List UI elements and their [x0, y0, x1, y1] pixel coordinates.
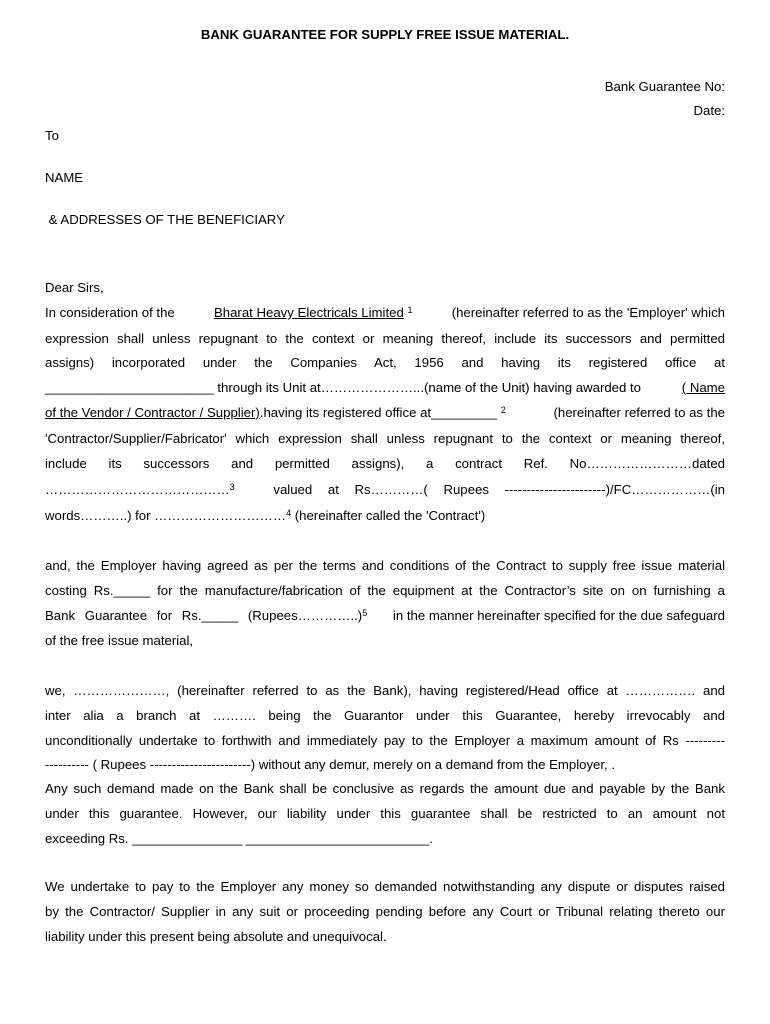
footnote-4: 4: [286, 508, 292, 518]
para1-line4: [45, 380, 725, 395]
para1-line9-words: words………..) for …………………………: [45, 508, 287, 523]
para3-line4: ---------- ( Rupees -----------------------) without any demur, merely on a demand from the Employer, .: [45, 757, 616, 772]
footnote-1: 1: [407, 305, 413, 315]
para3-line2: inter alia a branch at ………. being the Guarantor under this Guarantee, hereby irrevocably and: [45, 708, 725, 723]
para3-line3: unconditionally undertake to forthwith and immediately pay to the Employer a maximum amount of Rs ---------: [45, 733, 725, 748]
para1-line8: [45, 482, 725, 497]
document-title: BANK GUARANTEE FOR SUPPLY FREE ISSUE MATERIAL.: [200, 27, 570, 42]
para1-line7: include its successors and permitted assigns), a contract Ref. No……………………dated: [45, 456, 725, 471]
para2-line2: costing Rs._____ for the manufacture/fabrication of the equipment at the Contractor’s site on on furnishing a: [45, 583, 725, 598]
para3-line6: under this guarantee. However, our liability under this guarantee shall be restricted to an amount not: [45, 806, 725, 821]
para1-line1-suffix: (hereinafter referred to as the 'Employer' which: [451, 305, 725, 320]
addresses-label: & ADDRESSES OF THE BENEFICIARY: [45, 212, 285, 227]
para1-line5: [45, 405, 725, 420]
to-label: To: [45, 128, 59, 143]
para4-line3: liability under this present being absolute and unequivocal.: [45, 929, 387, 944]
para1-line1-prefix: In consideration of the: [45, 305, 175, 320]
para1-line9: [45, 508, 725, 523]
vendor-contractor-supplier: of the Vendor / Contractor / Supplier): [45, 405, 260, 420]
para1-line5-office: .having its registered office at_________: [259, 405, 501, 420]
name-label: NAME: [45, 170, 84, 185]
footnote-5: 5: [362, 608, 368, 618]
para1-line8-value: valued at Rs…………( Rupees -----------------------)/FC………………(in: [273, 482, 725, 497]
para2-line1: and, the Employer having agreed as per the terms and conditions of the Contract to supply free issue material: [45, 558, 725, 573]
para1-line1: [45, 305, 725, 320]
para3-line5: Any such demand made on the Bank shall be conclusive as regards the amount due and payable by the Bank: [45, 781, 725, 796]
bank-guarantee-no-label: Bank Guarantee No:: [604, 79, 725, 94]
para2-line4: of the free issue material,: [45, 633, 194, 648]
vendor-name-placeholder: ( Name: [681, 380, 725, 395]
footnote-2: 2: [500, 405, 506, 415]
para3-line7: exceeding Rs. _______________ _________________________.: [45, 831, 433, 846]
para4-line2: by the Contractor/ Supplier in any suit or proceeding pending before any Court or Tribunal relating thereto our: [45, 904, 725, 919]
para2-line3-bank: Bank Guarantee for Rs._____ (Rupees…………..): [45, 608, 363, 623]
para1-line9-contract: (hereinafter called the 'Contract'): [291, 508, 486, 523]
para4-line1: We undertake to pay to the Employer any money so demanded notwithstanding any dispute or disputes raised: [45, 879, 725, 894]
para1-line8-dots: ……………………………………: [45, 482, 230, 497]
para1-line3: assigns) incorporated under the Companies Act, 1956 and having its registered office at: [45, 355, 725, 370]
para1-line2: expression shall unless repugnant to the context or meaning thereof, include its successors and permitted: [45, 331, 725, 346]
date-label: Date:: [693, 103, 725, 118]
para1-line4-text: _______________________ through its Unit at…………………...(name of the Unit) having awarded to: [45, 380, 641, 395]
para2-line3: [45, 608, 725, 623]
salutation: Dear Sirs,: [45, 280, 104, 295]
para2-line3-manner: in the manner hereinafter specified for the due safeguard: [392, 608, 725, 623]
employer-name: Bharat Heavy Electricals Limited: [213, 305, 404, 320]
para3-line1: we, …………………, (hereinafter referred to as the Bank), having registered/Head office at ……………. and: [45, 683, 725, 698]
footnote-3: 3: [229, 482, 235, 492]
para1-line5-suffix: (hereinafter referred to as the: [553, 405, 725, 420]
para1-line6: 'Contractor/Supplier/Fabricator' which expression shall unless repugnant to the context or meaning thereof,: [45, 431, 725, 446]
